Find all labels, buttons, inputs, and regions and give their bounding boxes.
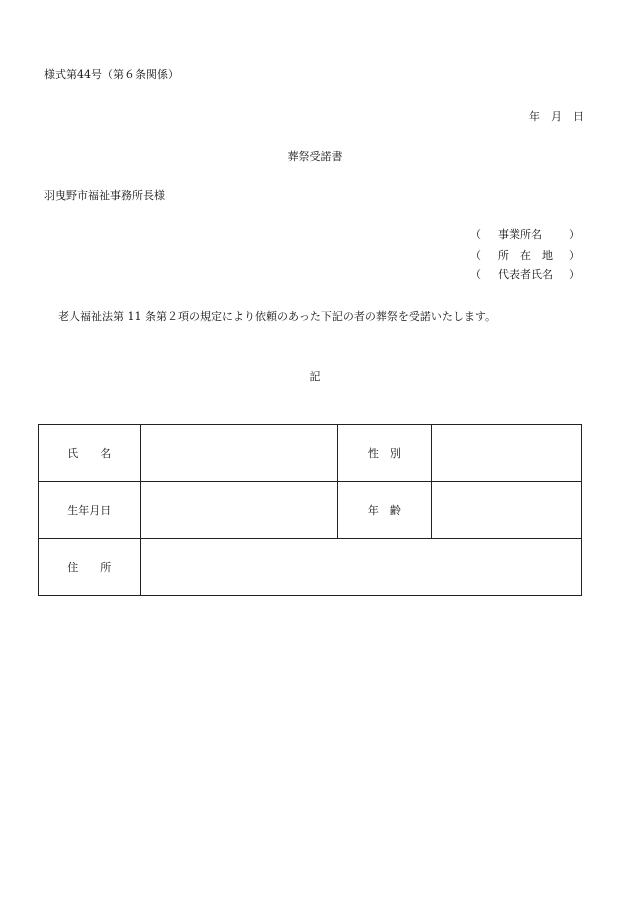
applicant-location-row — [470, 247, 580, 261]
paren-open: （ — [470, 228, 481, 241]
age-label: 年 齢 — [337, 482, 432, 539]
location-label: 所 在 地 — [498, 249, 553, 262]
address-label: 住 所 — [39, 539, 141, 596]
business-name-label: 事業所名 — [498, 228, 542, 241]
paren-open: （ — [470, 249, 481, 262]
name-label: 氏 名 — [39, 425, 141, 482]
applicant-business-name-row — [470, 226, 580, 240]
date-line: 年 月 日 — [529, 110, 584, 123]
body-text: 老人福祉法第 11 条第２項の規定により依頼のあった下記の者の葬祭を受諾いたします。 — [58, 310, 496, 323]
applicant-representative-row — [470, 266, 580, 280]
form-number: 様式第44号（第６条関係） — [44, 68, 179, 81]
paren-close: ） — [569, 249, 580, 262]
paren-close: ） — [569, 268, 580, 281]
table-row — [39, 539, 582, 596]
sex-field[interactable] — [432, 425, 582, 482]
ki-heading: 記 — [309, 370, 321, 383]
sex-label: 性 別 — [337, 425, 432, 482]
addressee: 羽曳野市福祉事務所長様 — [44, 189, 165, 202]
name-field[interactable] — [140, 425, 337, 482]
birthdate-field[interactable] — [140, 482, 337, 539]
table-row — [39, 482, 582, 539]
representative-label: 代表者氏名 — [498, 268, 553, 281]
address-field[interactable] — [140, 539, 581, 596]
document-title: 葬祭受諾書 — [287, 150, 343, 163]
paren-close: ） — [569, 228, 580, 241]
paren-open: （ — [470, 268, 481, 281]
birthdate-label: 生年月日 — [39, 482, 141, 539]
table-row — [39, 425, 582, 482]
age-field[interactable] — [432, 482, 582, 539]
details-table — [38, 424, 582, 596]
